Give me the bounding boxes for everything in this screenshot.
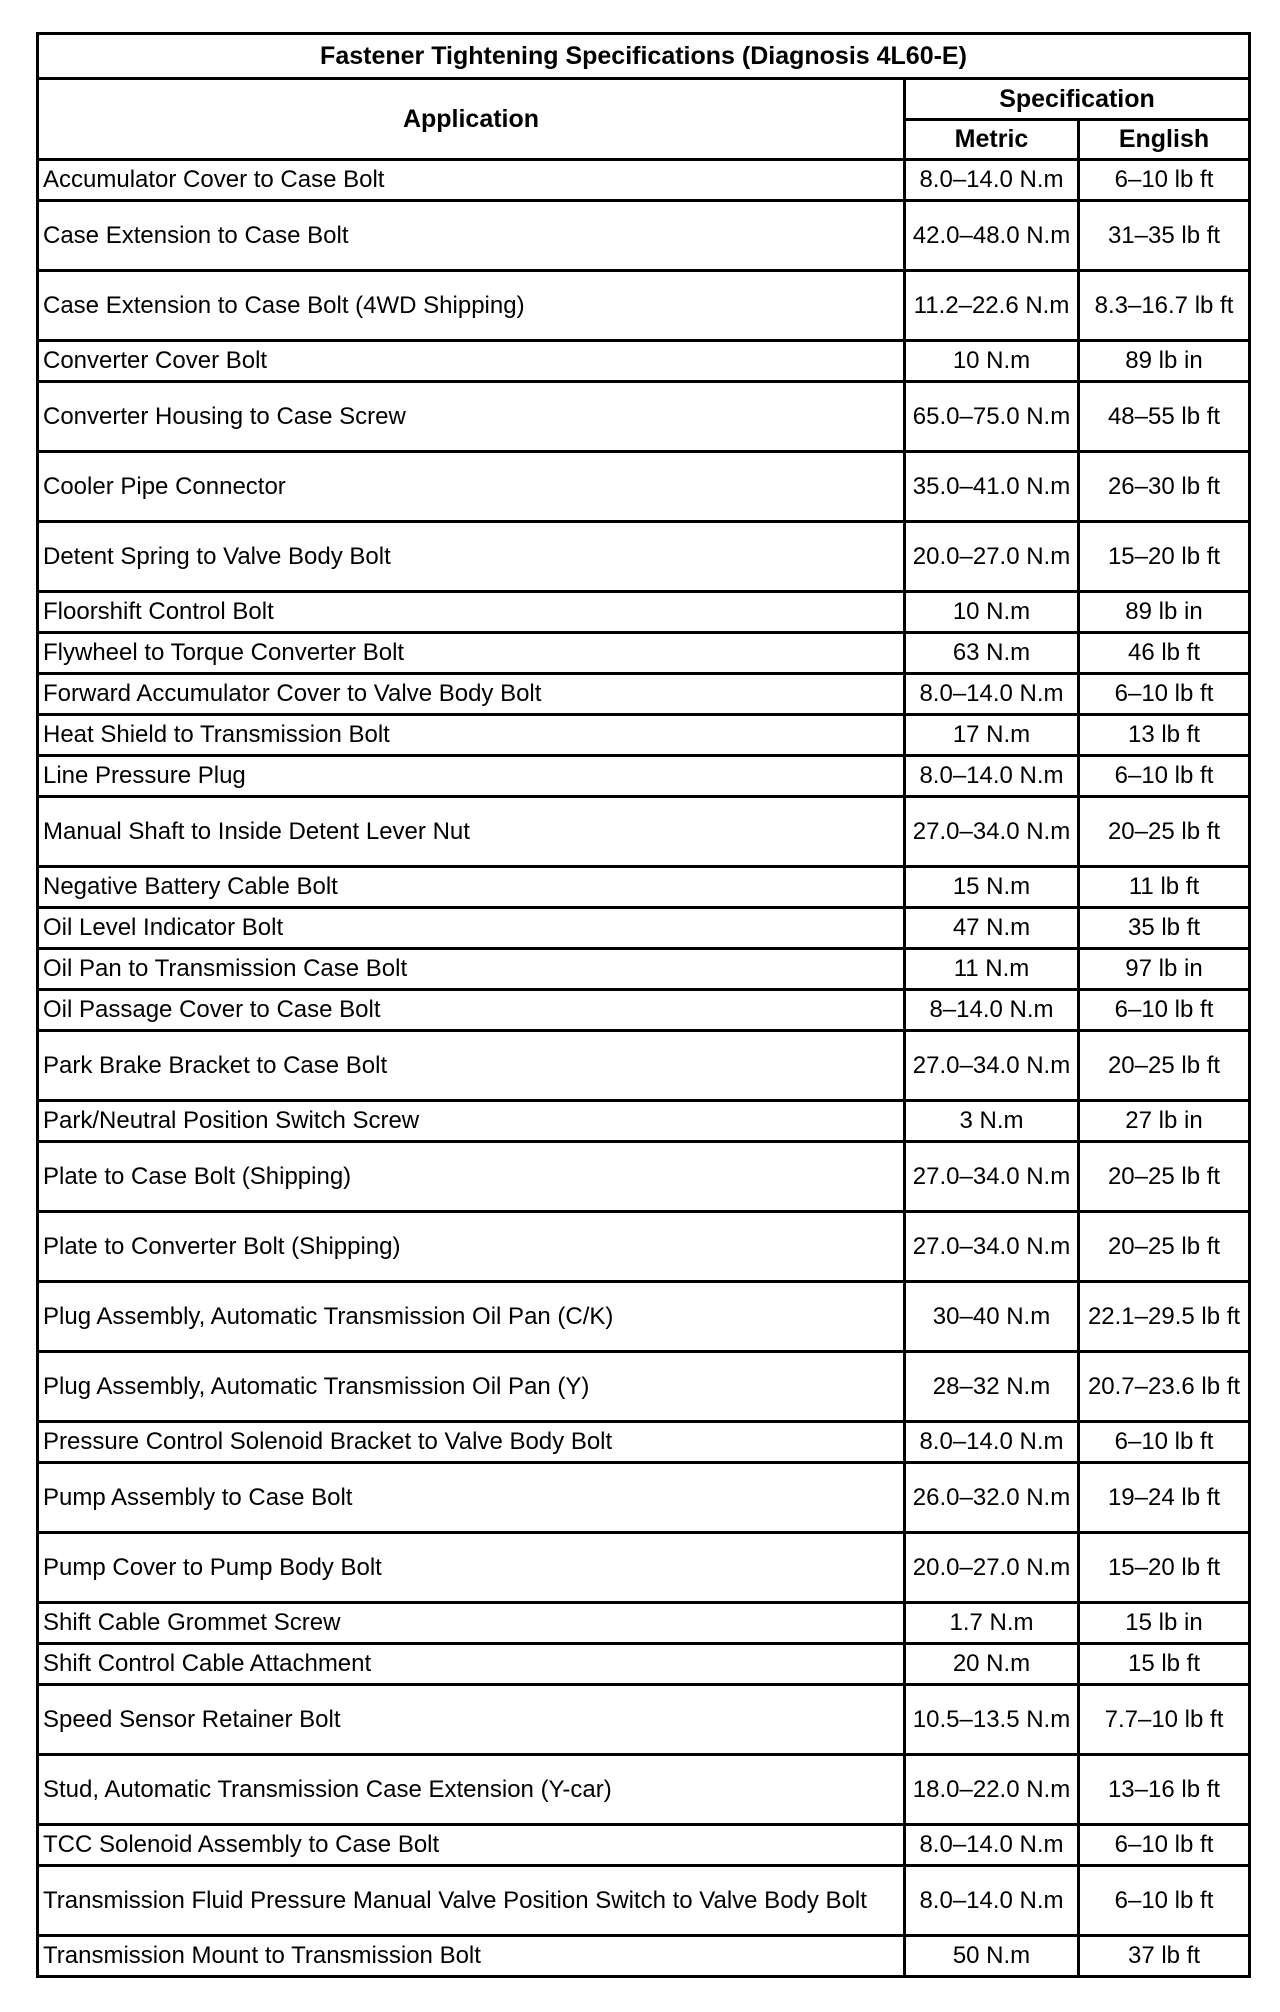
english-cell: 6–10 lb ft — [1080, 161, 1251, 202]
table-row — [39, 342, 1251, 383]
table-title: Fastener Tightening Specifications (Diagnosis 4L60-E) — [39, 35, 1251, 80]
metric-cell: 27.0–34.0 N.m — [906, 1143, 1080, 1213]
metric-cell: 15 N.m — [906, 868, 1080, 909]
table-row — [39, 1604, 1251, 1645]
english-cell: 8.3–16.7 lb ft — [1080, 272, 1251, 342]
application-cell: Shift Control Cable Attachment — [39, 1645, 906, 1686]
metric-cell: 8.0–14.0 N.m — [906, 1423, 1080, 1464]
metric-cell: 28–32 N.m — [906, 1353, 1080, 1423]
metric-cell: 3 N.m — [906, 1102, 1080, 1143]
application-cell: Manual Shaft to Inside Detent Lever Nut — [39, 798, 906, 868]
english-header: English — [1080, 121, 1251, 161]
specification-header: Specification — [906, 80, 1251, 121]
english-cell: 7.7–10 lb ft — [1080, 1686, 1251, 1756]
table-row — [39, 1143, 1251, 1213]
table-row — [39, 523, 1251, 593]
english-cell: 11 lb ft — [1080, 868, 1251, 909]
table-row — [39, 950, 1251, 991]
table-row — [39, 757, 1251, 798]
metric-cell: 35.0–41.0 N.m — [906, 453, 1080, 523]
english-cell: 89 lb in — [1080, 342, 1251, 383]
application-cell: Plate to Converter Bolt (Shipping) — [39, 1213, 906, 1283]
english-cell: 15–20 lb ft — [1080, 1534, 1251, 1604]
metric-cell: 65.0–75.0 N.m — [906, 383, 1080, 453]
table-row — [39, 1756, 1251, 1826]
metric-cell: 27.0–34.0 N.m — [906, 798, 1080, 868]
application-cell: Converter Cover Bolt — [39, 342, 906, 383]
table-row — [39, 202, 1251, 272]
application-cell: Accumulator Cover to Case Bolt — [39, 161, 906, 202]
application-cell: Detent Spring to Valve Body Bolt — [39, 523, 906, 593]
metric-cell: 8–14.0 N.m — [906, 991, 1080, 1032]
metric-cell: 30–40 N.m — [906, 1283, 1080, 1353]
application-cell: Pump Cover to Pump Body Bolt — [39, 1534, 906, 1604]
metric-cell: 50 N.m — [906, 1937, 1080, 1978]
table-row — [39, 1534, 1251, 1604]
english-cell: 20–25 lb ft — [1080, 798, 1251, 868]
metric-cell: 11.2–22.6 N.m — [906, 272, 1080, 342]
application-cell: Pressure Control Solenoid Bracket to Valve Body Bolt — [39, 1423, 906, 1464]
metric-cell: 8.0–14.0 N.m — [906, 161, 1080, 202]
english-cell: 19–24 lb ft — [1080, 1464, 1251, 1534]
table-row — [39, 1423, 1251, 1464]
table-row — [39, 1213, 1251, 1283]
table-row — [39, 716, 1251, 757]
english-cell: 6–10 lb ft — [1080, 1826, 1251, 1867]
table-row — [39, 1283, 1251, 1353]
english-cell: 31–35 lb ft — [1080, 202, 1251, 272]
table-row — [39, 453, 1251, 523]
application-cell: Park Brake Bracket to Case Bolt — [39, 1032, 906, 1102]
table-row — [39, 1464, 1251, 1534]
application-cell: TCC Solenoid Assembly to Case Bolt — [39, 1826, 906, 1867]
metric-cell: 47 N.m — [906, 909, 1080, 950]
english-cell: 97 lb in — [1080, 950, 1251, 991]
application-cell: Negative Battery Cable Bolt — [39, 868, 906, 909]
application-cell: Case Extension to Case Bolt — [39, 202, 906, 272]
english-cell: 13–16 lb ft — [1080, 1756, 1251, 1826]
application-cell: Forward Accumulator Cover to Valve Body Bolt — [39, 675, 906, 716]
application-cell: Speed Sensor Retainer Bolt — [39, 1686, 906, 1756]
english-cell: 20–25 lb ft — [1080, 1143, 1251, 1213]
metric-cell: 20.0–27.0 N.m — [906, 523, 1080, 593]
table-row — [39, 593, 1251, 634]
table-row — [39, 1353, 1251, 1423]
english-cell: 15 lb ft — [1080, 1645, 1251, 1686]
application-cell: Pump Assembly to Case Bolt — [39, 1464, 906, 1534]
english-cell: 22.1–29.5 lb ft — [1080, 1283, 1251, 1353]
application-cell: Flywheel to Torque Converter Bolt — [39, 634, 906, 675]
english-cell: 89 lb in — [1080, 593, 1251, 634]
english-cell: 27 lb in — [1080, 1102, 1251, 1143]
english-cell: 15–20 lb ft — [1080, 523, 1251, 593]
metric-cell: 10 N.m — [906, 593, 1080, 634]
english-cell: 35 lb ft — [1080, 909, 1251, 950]
table-row — [39, 909, 1251, 950]
metric-cell: 26.0–32.0 N.m — [906, 1464, 1080, 1534]
metric-cell: 8.0–14.0 N.m — [906, 757, 1080, 798]
table-row — [39, 1867, 1251, 1937]
english-cell: 48–55 lb ft — [1080, 383, 1251, 453]
table-row — [39, 991, 1251, 1032]
english-cell: 6–10 lb ft — [1080, 991, 1251, 1032]
english-cell: 6–10 lb ft — [1080, 1423, 1251, 1464]
table-row — [39, 161, 1251, 202]
english-cell: 6–10 lb ft — [1080, 1867, 1251, 1937]
english-cell: 15 lb in — [1080, 1604, 1251, 1645]
spec-table-body — [39, 161, 1251, 1978]
table-row — [39, 1826, 1251, 1867]
table-row — [39, 272, 1251, 342]
table-row — [39, 1686, 1251, 1756]
application-cell: Plug Assembly, Automatic Transmission Oil Pan (Y) — [39, 1353, 906, 1423]
application-cell: Heat Shield to Transmission Bolt — [39, 716, 906, 757]
metric-cell: 20 N.m — [906, 1645, 1080, 1686]
application-cell: Stud, Automatic Transmission Case Extension (Y-car) — [39, 1756, 906, 1826]
table-row — [39, 383, 1251, 453]
application-cell: Floorshift Control Bolt — [39, 593, 906, 634]
english-cell: 13 lb ft — [1080, 716, 1251, 757]
table-row — [39, 634, 1251, 675]
metric-cell: 27.0–34.0 N.m — [906, 1032, 1080, 1102]
english-cell: 37 lb ft — [1080, 1937, 1251, 1978]
application-cell: Park/Neutral Position Switch Screw — [39, 1102, 906, 1143]
application-cell: Case Extension to Case Bolt (4WD Shipping) — [39, 272, 906, 342]
table-row — [39, 1937, 1251, 1978]
english-cell: 26–30 lb ft — [1080, 453, 1251, 523]
application-cell: Transmission Mount to Transmission Bolt — [39, 1937, 906, 1978]
metric-cell: 17 N.m — [906, 716, 1080, 757]
metric-cell: 11 N.m — [906, 950, 1080, 991]
application-header: Application — [39, 80, 906, 161]
application-cell: Cooler Pipe Connector — [39, 453, 906, 523]
metric-cell: 20.0–27.0 N.m — [906, 1534, 1080, 1604]
table-row — [39, 1645, 1251, 1686]
metric-cell: 10.5–13.5 N.m — [906, 1686, 1080, 1756]
metric-cell: 8.0–14.0 N.m — [906, 1867, 1080, 1937]
english-cell: 46 lb ft — [1080, 634, 1251, 675]
english-cell: 6–10 lb ft — [1080, 675, 1251, 716]
table-row — [39, 675, 1251, 716]
table-row — [39, 1102, 1251, 1143]
application-cell: Oil Pan to Transmission Case Bolt — [39, 950, 906, 991]
fastener-spec-table — [36, 32, 1251, 1978]
table-row — [39, 1032, 1251, 1102]
application-cell: Converter Housing to Case Screw — [39, 383, 906, 453]
english-cell: 20–25 lb ft — [1080, 1213, 1251, 1283]
metric-cell: 27.0–34.0 N.m — [906, 1213, 1080, 1283]
application-cell: Oil Passage Cover to Case Bolt — [39, 991, 906, 1032]
metric-header: Metric — [906, 121, 1080, 161]
application-cell: Plate to Case Bolt (Shipping) — [39, 1143, 906, 1213]
metric-cell: 8.0–14.0 N.m — [906, 1826, 1080, 1867]
metric-cell: 1.7 N.m — [906, 1604, 1080, 1645]
metric-cell: 63 N.m — [906, 634, 1080, 675]
application-cell: Transmission Fluid Pressure Manual Valve Position Switch to Valve Body Bolt — [39, 1867, 906, 1937]
application-cell: Plug Assembly, Automatic Transmission Oil Pan (C/K) — [39, 1283, 906, 1353]
table-row — [39, 798, 1251, 868]
application-cell: Line Pressure Plug — [39, 757, 906, 798]
application-cell: Oil Level Indicator Bolt — [39, 909, 906, 950]
application-cell: Shift Cable Grommet Screw — [39, 1604, 906, 1645]
english-cell: 6–10 lb ft — [1080, 757, 1251, 798]
english-cell: 20–25 lb ft — [1080, 1032, 1251, 1102]
english-cell: 20.7–23.6 lb ft — [1080, 1353, 1251, 1423]
metric-cell: 18.0–22.0 N.m — [906, 1756, 1080, 1826]
metric-cell: 8.0–14.0 N.m — [906, 675, 1080, 716]
metric-cell: 42.0–48.0 N.m — [906, 202, 1080, 272]
metric-cell: 10 N.m — [906, 342, 1080, 383]
table-row — [39, 868, 1251, 909]
